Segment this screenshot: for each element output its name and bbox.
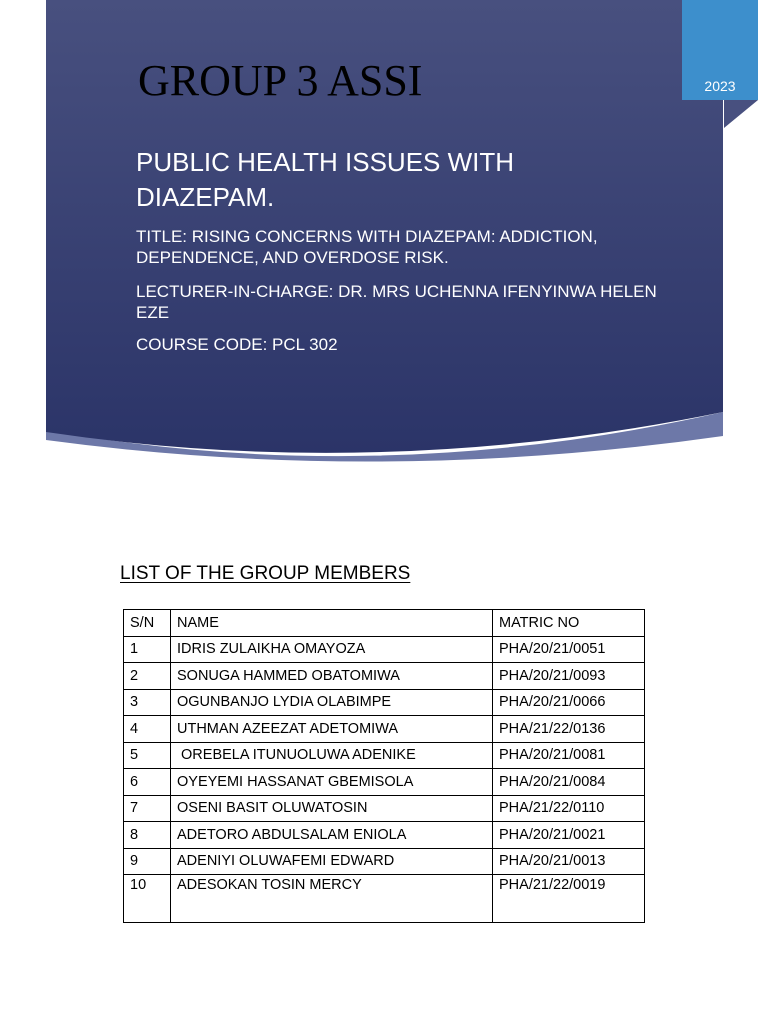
cell-matric: PHA/21/22/0136 (493, 716, 645, 743)
group-title: GROUP 3 ASSI (138, 56, 423, 105)
table-row (124, 689, 645, 716)
cell-sn: 1 (124, 636, 171, 663)
cell-sn: 6 (124, 769, 171, 796)
cell-name: OYEYEMI HASSANAT GBEMISOLA (171, 769, 493, 796)
cell-matric: PHA/20/21/0051 (493, 636, 645, 663)
members-table (123, 609, 645, 923)
table-row (124, 663, 645, 690)
table-row (124, 769, 645, 796)
cell-name: ADETORO ABDULSALAM ENIOLA (171, 822, 493, 849)
table-row (124, 822, 645, 849)
table-row (124, 742, 645, 769)
header-matric: MATRIC NO (493, 610, 645, 637)
cell-matric: PHA/20/21/0021 (493, 822, 645, 849)
cell-sn: 2 (124, 663, 171, 690)
cell-sn: 5 (124, 742, 171, 769)
cell-sn: 8 (124, 822, 171, 849)
cell-matric: PHA/20/21/0081 (493, 742, 645, 769)
table-row (124, 795, 645, 822)
cell-name: UTHMAN AZEEZAT ADETOMIWA (171, 716, 493, 743)
table-row (124, 875, 645, 923)
header-name: NAME (171, 610, 493, 637)
members-heading: LIST OF THE GROUP MEMBERS (120, 563, 411, 584)
cell-matric: PHA/21/22/0110 (493, 795, 645, 822)
cell-sn: 10 (124, 875, 171, 923)
cell-matric: PHA/21/22/0019 (493, 875, 645, 923)
cell-sn: 3 (124, 689, 171, 716)
cell-name: SONUGA HAMMED OBATOMIWA (171, 663, 493, 690)
cell-matric: PHA/20/21/0084 (493, 769, 645, 796)
course-code: COURSE CODE: PCL 302 (136, 335, 338, 354)
cell-sn: 4 (124, 716, 171, 743)
lecturer-in-charge: LECTURER-IN-CHARGE: DR. MRS UCHENNA IFENYINWA HELEN EZE (136, 282, 657, 322)
cell-name: OGUNBANJO LYDIA OLABIMPE (171, 689, 493, 716)
year-box (682, 0, 758, 100)
cell-sn: 7 (124, 795, 171, 822)
subtitle: PUBLIC HEALTH ISSUES WITH DIAZEPAM. (136, 147, 515, 212)
cell-name: IDRIS ZULAIKHA OMAYOZA (171, 636, 493, 663)
cell-matric: PHA/20/21/0093 (493, 663, 645, 690)
assignment-title: TITLE: RISING CONCERNS WITH DIAZEPAM: ADDICTION, DEPENDENCE, AND OVERDOSE RISK. (136, 227, 598, 267)
cell-name: ADENIYI OLUWAFEMI EDWARD (171, 848, 493, 875)
table-row (124, 848, 645, 875)
table-row (124, 716, 645, 743)
cell-name: ADESOKAN TOSIN MERCY (171, 875, 493, 923)
cell-matric: PHA/20/21/0013 (493, 848, 645, 875)
cell-matric: PHA/20/21/0066 (493, 689, 645, 716)
header-sn: S/N (124, 610, 171, 637)
cell-name: OREBELA ITUNUOLUWA ADENIKE (171, 742, 493, 769)
cell-sn: 9 (124, 848, 171, 875)
table-row (124, 636, 645, 663)
table-header-row (124, 610, 645, 637)
year-label: 2023 (704, 78, 736, 94)
cell-name: OSENI BASIT OLUWATOSIN (171, 795, 493, 822)
